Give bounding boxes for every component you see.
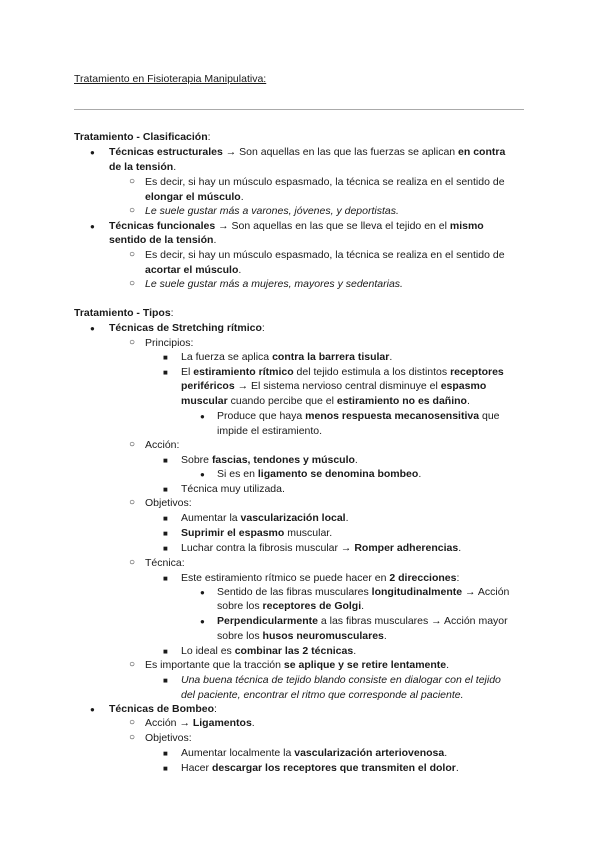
principle-2: El estiramiento rítmico del tejido estimula a los distintos receptores	[181, 366, 504, 378]
principles-label: Principios:	[145, 337, 194, 349]
principle-3-cont: impide el estiramiento.	[217, 425, 323, 437]
action-1: Sobre fascias, tendones y músculo.	[181, 454, 358, 466]
bullet-disc: ●	[90, 222, 95, 231]
list-item-structural-cont: de la tensión.	[109, 161, 177, 173]
bullet-circle: ○	[129, 439, 136, 450]
technique-2-cont: sobre los receptores de Golgi.	[217, 600, 365, 612]
bullet-disc: ●	[90, 324, 95, 333]
list-item-structural-example-cont: elongar el músculo.	[145, 191, 244, 203]
list-item-functional-example: Es decir, si hay un músculo espasmado, la técnica se realiza en el sentido de	[145, 249, 505, 261]
technique-2: Sentido de las fibras musculares longitudinalmente → Acción	[217, 586, 510, 598]
principle-2-cont2: muscular cuando percibe que el estiramiento no es dañino.	[181, 395, 470, 407]
list-item-functional-cont: sentido de la tensión.	[109, 234, 217, 246]
section-heading-types: Tratamiento - Tipos:	[74, 307, 174, 319]
list-item-functional: Técnicas funcionales → Son aquellas en las que se lleva el tejido en el mismo	[109, 220, 484, 232]
bullet-circle: ○	[129, 205, 136, 216]
bullet-circle: ○	[129, 176, 136, 187]
pumping-objective-2: Hacer descargar los receptores que transmiten el dolor.	[181, 762, 459, 774]
bullet-disc: ●	[90, 705, 95, 714]
bullet-square: ■	[163, 764, 168, 773]
document-title: Tratamiento en Fisioterapia Manipulativa:	[74, 73, 267, 85]
section-heading-classification: Tratamiento - Clasificación:	[74, 131, 211, 143]
traction-note: Es importante que la tracción se aplique y se retire lentamente.	[145, 659, 450, 671]
bullet-square: ■	[163, 749, 168, 758]
bullet-disc-small: ●	[200, 412, 205, 421]
list-item-structural-example: Es decir, si hay un músculo espasmado, la técnica se realiza en el sentido de	[145, 176, 505, 188]
technique-label: Técnica:	[145, 557, 185, 569]
bullet-circle: ○	[129, 717, 136, 728]
list-item-structural: Técnicas estructurales → Son aquellas en las que las fuerzas se aplican en contra	[109, 146, 506, 158]
bullet-square: ■	[163, 485, 168, 494]
bullet-circle: ○	[129, 278, 136, 289]
list-item-stretching: Técnicas de Stretching rítmico:	[109, 322, 265, 334]
bullet-square: ■	[163, 529, 168, 538]
bullet-square: ■	[163, 456, 168, 465]
list-item-functional-example-cont: acortar el músculo.	[145, 264, 242, 276]
list-item-pumping: Técnicas de Bombeo:	[109, 703, 217, 715]
bullet-circle: ○	[129, 659, 136, 670]
bullet-square: ■	[163, 368, 168, 377]
list-item-functional-note: Le suele gustar más a mujeres, mayores y sedentarias.	[145, 278, 403, 290]
bullet-square: ■	[163, 514, 168, 523]
technique-3-cont: sobre los husos neuromusculares.	[217, 630, 387, 642]
pumping-objectives-label: Objetivos:	[145, 732, 192, 744]
bullet-square: ■	[163, 353, 168, 362]
pumping-action: Acción → Ligamentos.	[145, 717, 255, 729]
action-2: Si es en ligamento se denomina bombeo.	[217, 468, 422, 480]
horizontal-rule	[74, 109, 524, 110]
pumping-objective-1: Aumentar localmente la vascularización arteriovenosa.	[181, 747, 448, 759]
technique-4: Lo ideal es combinar las 2 técnicas.	[181, 645, 357, 657]
bullet-circle: ○	[129, 497, 136, 508]
principle-1: La fuerza se aplica contra la barrera tisular.	[181, 351, 393, 363]
traction-quote: Una buena técnica de tejido blando consiste en dialogar con el tejido	[181, 674, 501, 686]
list-item-structural-note: Le suele gustar más a varones, jóvenes, y deportistas.	[145, 205, 399, 217]
bullet-disc-small: ●	[200, 617, 205, 626]
objective-2: Suprimir el espasmo muscular.	[181, 527, 333, 539]
objective-3: Luchar contra la fibrosis muscular → Romper adherencias.	[181, 542, 462, 554]
bullet-circle: ○	[129, 732, 136, 743]
action-3: Técnica muy utilizada.	[181, 483, 285, 495]
bullet-circle: ○	[129, 249, 136, 260]
bullet-disc-small: ●	[200, 588, 205, 597]
principle-3: Produce que haya menos respuesta mecanosensitiva que	[217, 410, 500, 422]
bullet-circle: ○	[129, 557, 136, 568]
bullet-square: ■	[163, 574, 168, 583]
bullet-square: ■	[163, 676, 168, 685]
technique-3: Perpendicularmente a las fibras musculares → Acción mayor	[217, 615, 508, 627]
bullet-circle: ○	[129, 337, 136, 348]
objective-1: Aumentar la vascularización local.	[181, 512, 349, 524]
action-label: Acción:	[145, 439, 180, 451]
bullet-disc: ●	[90, 148, 95, 157]
bullet-disc-small: ●	[200, 470, 205, 479]
objectives-label: Objetivos:	[145, 497, 192, 509]
bullet-square: ■	[163, 647, 168, 656]
technique-1: Este estiramiento rítmico se puede hacer en 2 direcciones:	[181, 572, 460, 584]
traction-quote-cont: del paciente, encontrar el ritmo que corresponde al paciente.	[181, 689, 464, 701]
bullet-square: ■	[163, 544, 168, 553]
principle-2-cont: periféricos → El sistema nervioso central disminuye el espasmo	[181, 380, 487, 392]
